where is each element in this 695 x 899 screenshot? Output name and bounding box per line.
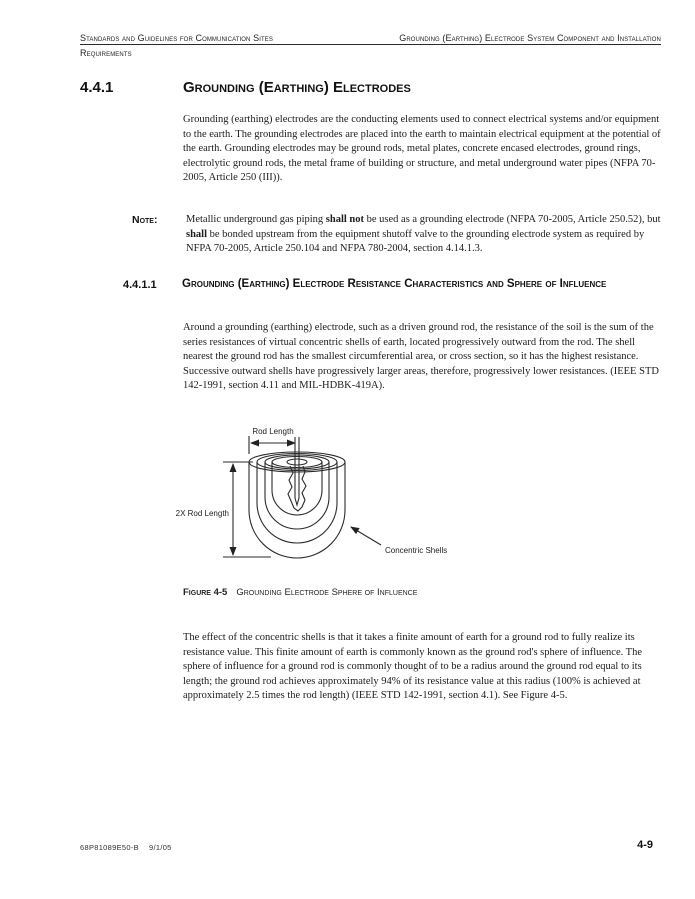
note-bold-shall-not: shall not [325,214,365,225]
figure-caption [183,587,417,598]
subsection-title: Grounding (Earthing) Electrode Resistance Characteristics and Sphere of Influence [182,278,607,290]
footer-date: 9/1/05 [149,843,172,852]
note-bold-shall: shall [186,228,208,240]
intro-paragraph: Grounding (earthing) electrodes are the conducting elements used to connect electrical systems and/or equipment to the earth. The grounding electrodes are placed into the earth to maintain electrical equipment at the potential of the earth. Grounding electrodes may be ground rods, metal plates, concrete encased electrodes, ground rings, electrolytic ground rods, the metal frame of building or structure, and metal underground water pipes (NFPA 70-2005, Article 250 (III)). [183,114,661,184]
rod-length-label: Rod Length [252,427,294,436]
figure-caption-text: Grounding Electrode Sphere of Influence [236,587,418,598]
concentric-shells-label: Concentric Shells [385,546,448,555]
header-title-wrap: Requirements [80,48,132,58]
footer-document-number: 68P81089E50-B [80,843,139,852]
resistance-paragraph: Around a grounding (earthing) electrode, such as a driven ground rod, the resistance of the soil is the sum of the series resistances of virtual concentric shells of earth, located progressively outward from the rod. The shell nearest the ground rod has the smallest circumferential area, or cross section, so it has the highest resistance. Successive outward shells have progressively larger areas, therefore, progressively lower resistances. (IEEE STD 142-1991, section 4.11 and MIL-HDBK-419A). [183,322,659,392]
subsection-number: 4.4.1.1 [123,279,157,291]
two-x-rod-length-label: 2X Rod Length [175,509,229,518]
callout-arrow [351,527,381,545]
sphere-of-influence-paragraph: The effect of the concentric shells is that it takes a finite amount of earth for a ground rod to fully realize its resistance value. This finite amount of earth is commonly known as the ground rod's sphere of influence. The sphere of influence for a ground rod is commonly thought of to be a radius around the ground rod equal to its length; the ground rod achieves approximately 94% of its resistance value at this radius (100% is achieved at approximately 2.5 times the rod length) (IEEE STD 142-1991, section 4.1). See Figure 4-5. [183,632,643,702]
page-header [80,33,661,45]
note-text [186,213,662,257]
rod-collar [287,459,307,465]
header-right-title: Grounding (Earthing) Electrode System Component and Installation [399,33,661,43]
footer-page-number: 4-9 [637,839,653,851]
section-title: Grounding (Earthing) Electrodes [183,79,411,96]
note-segment: be bonded upstream from the equipment shutoff valve to the grounding electrode system as required by NFPA 70-2005, Article 250.104 and NFPA 780-2004, section 4.14.1.3. [186,228,645,255]
shell-3-rim [265,455,329,469]
note-segment: be used as a grounding electrode (NFPA 70-2005, Article 250.52), but [364,214,661,225]
shell-2 [257,462,337,543]
section-number: 4.4.1 [80,79,114,96]
figure-caption-number: Figure 4-5 [183,587,228,598]
concentric-shells-diagram [175,420,475,580]
header-left-title: Standards and Guidelines for Communication Sites [80,33,273,43]
figure-4-5 [175,420,475,580]
shell-inner-rim [272,457,322,468]
note-label: Note: [132,214,158,226]
note-segment: Metallic underground gas piping [186,214,326,225]
